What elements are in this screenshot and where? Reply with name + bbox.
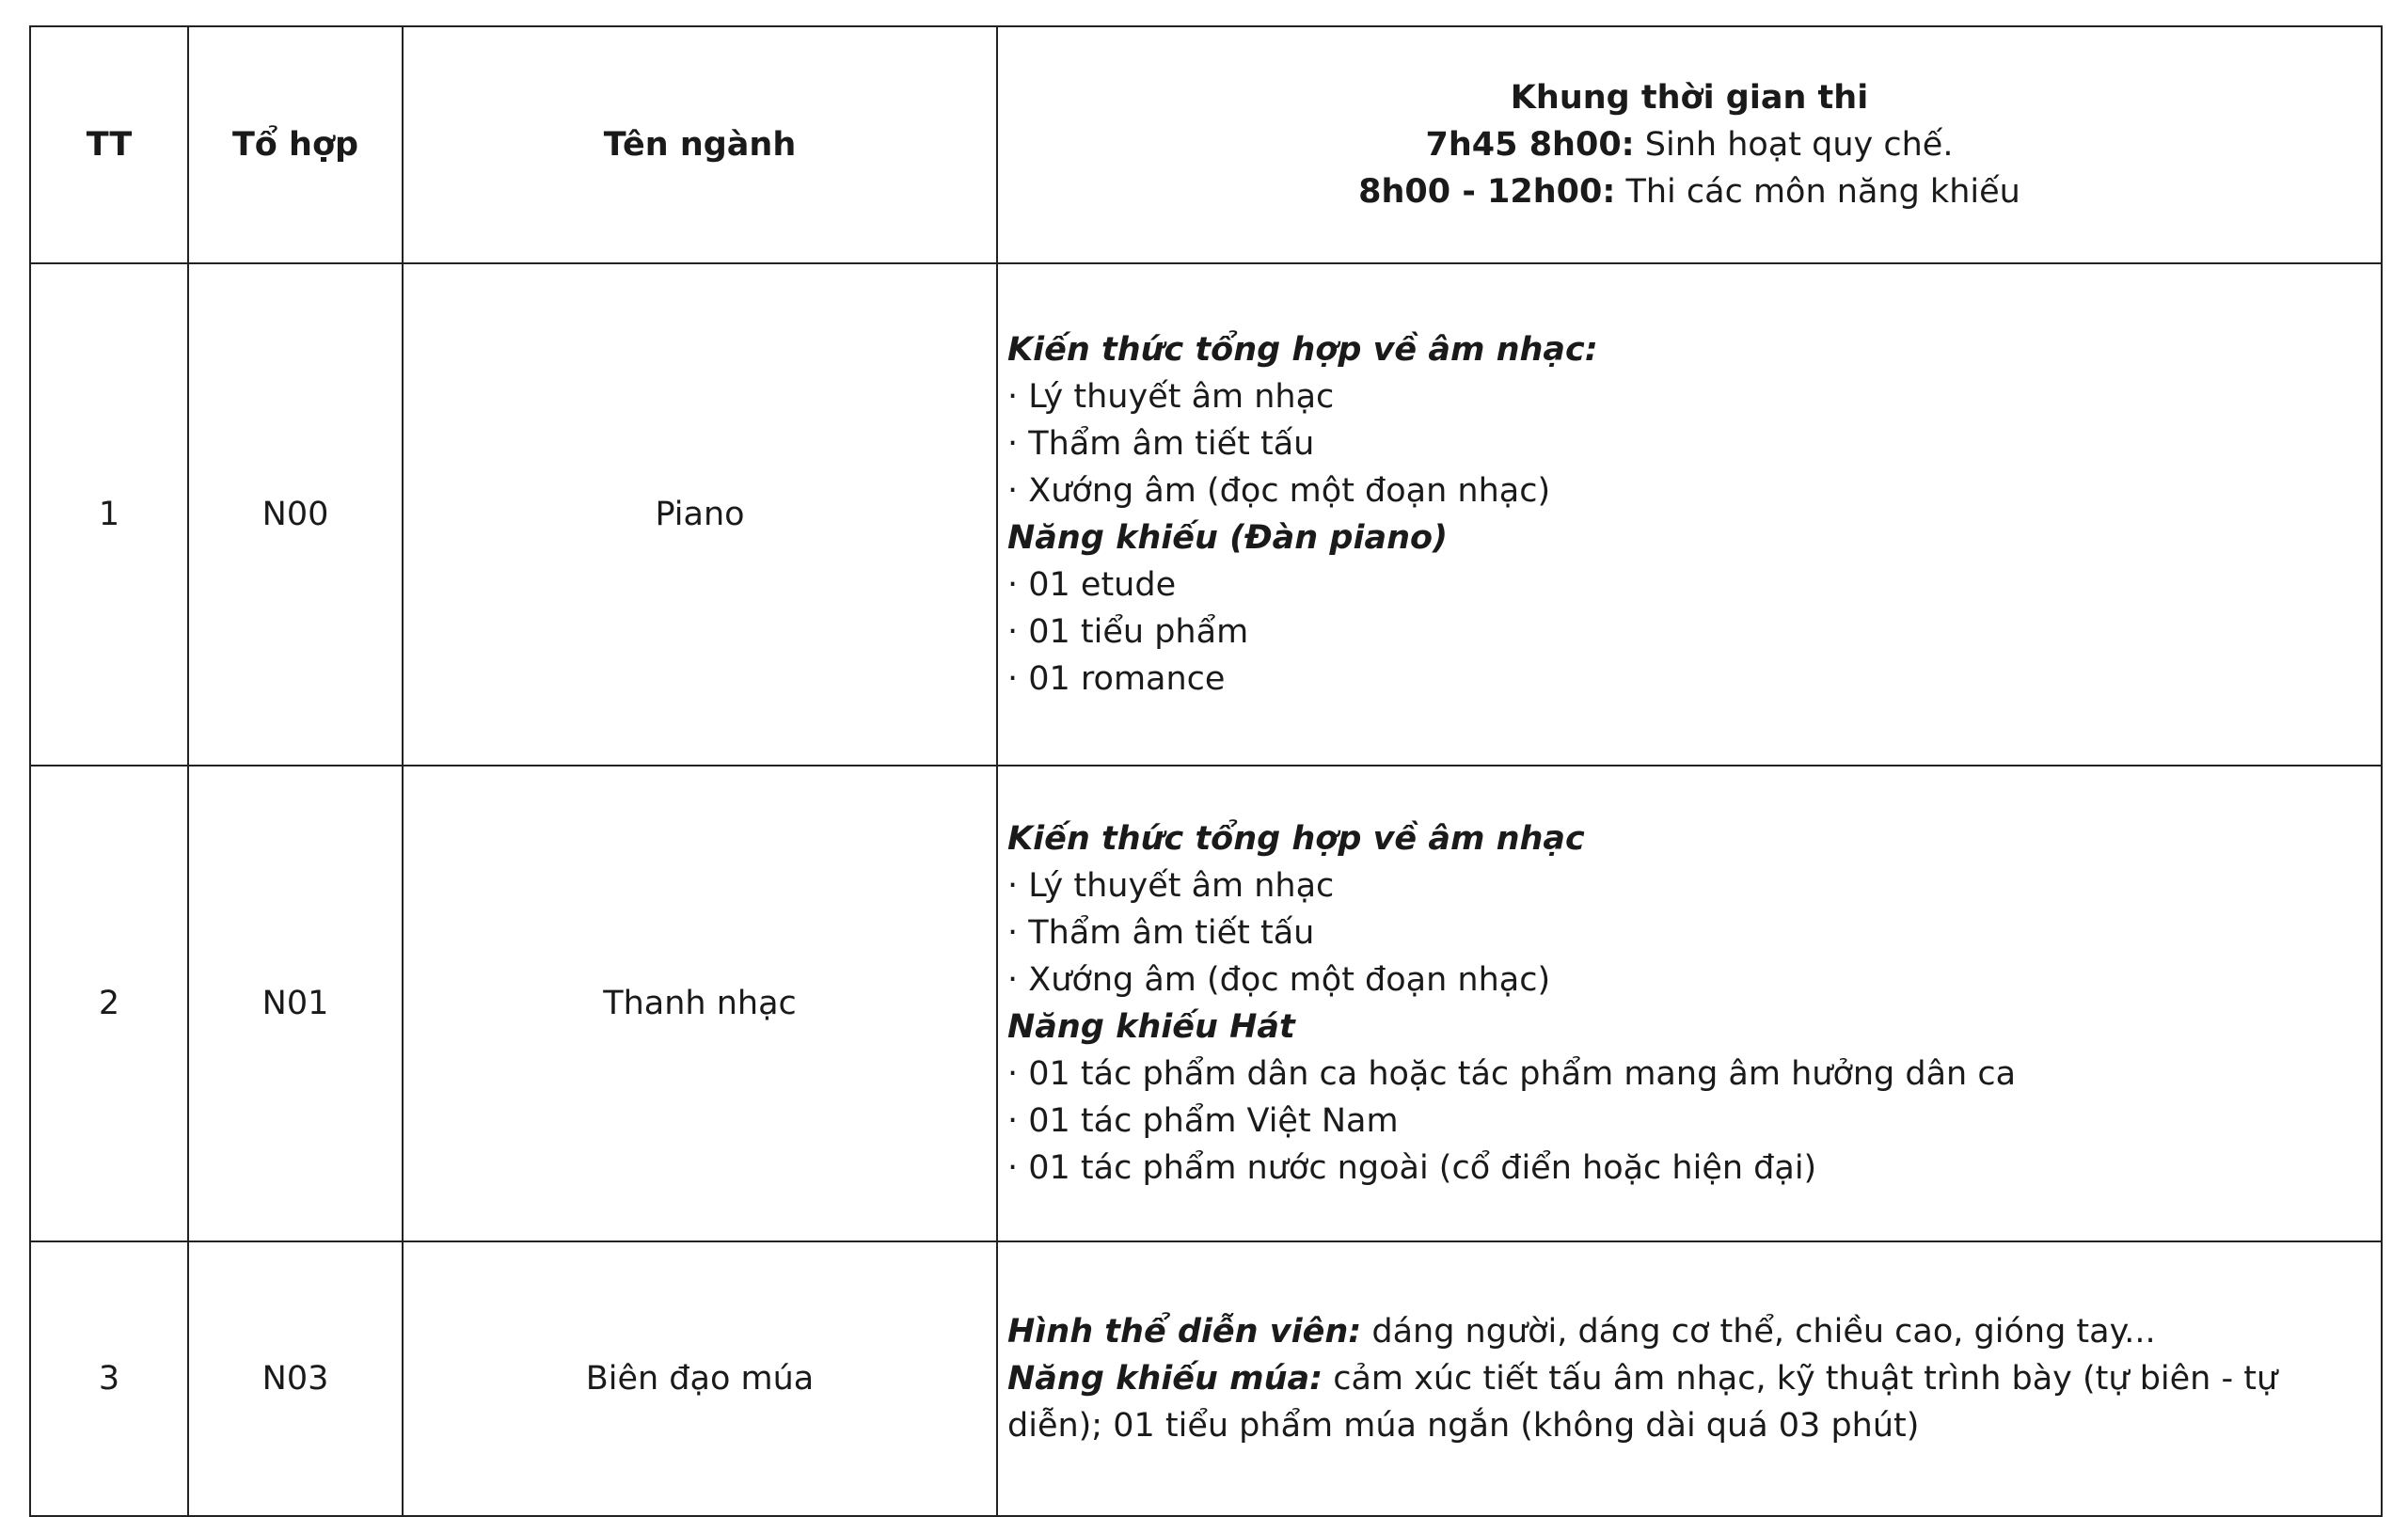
list-item: · 01 tiểu phẩm xyxy=(1007,608,2371,656)
row-tt: 1 xyxy=(30,263,188,766)
exam-schedule-sheet xyxy=(29,25,2383,1517)
row-tt: 2 xyxy=(30,766,188,1241)
list-item: · Xướng âm (đọc một đoạn nhạc) xyxy=(1007,956,2371,1003)
list-item: · Xướng âm (đọc một đoạn nhạc) xyxy=(1007,467,2371,514)
row-tt: 3 xyxy=(30,1241,188,1516)
paragraph xyxy=(1007,1308,2371,1355)
table-row xyxy=(30,766,2382,1241)
table-row xyxy=(30,263,2382,766)
slot-1-desc: Sinh hoạt quy chế. xyxy=(1634,126,1954,164)
list-item: · Lý thuyết âm nhạc xyxy=(1007,862,2371,909)
list-item: · Thẩm âm tiết tấu xyxy=(1007,420,2371,467)
slot-2-time: 8h00 - 12h00: xyxy=(1358,173,1616,211)
row-exam-detail xyxy=(997,766,2382,1241)
table-header-row xyxy=(30,26,2382,263)
header-khung-title: Khung thời gian thi xyxy=(1510,79,1869,117)
row-ten-nganh: Piano xyxy=(403,263,997,766)
header-slot-1 xyxy=(998,121,2381,168)
list-item: · 01 romance xyxy=(1007,656,2371,703)
list-item: · 01 tác phẩm dân ca hoặc tác phẩm mang âm hưởng dân ca xyxy=(1007,1051,2371,1098)
row-exam-detail xyxy=(997,263,2382,766)
row-to-hop: N00 xyxy=(188,263,403,766)
list-item: · Lý thuyết âm nhạc xyxy=(1007,373,2371,420)
slot-1-time: 7h45 8h00: xyxy=(1425,126,1635,164)
list-item: · Thẩm âm tiết tấu xyxy=(1007,909,2371,956)
row-to-hop: N03 xyxy=(188,1241,403,1516)
row-to-hop: N01 xyxy=(188,766,403,1241)
section-title: Hình thể diễn viên: xyxy=(1007,1313,1362,1351)
table-row xyxy=(30,1241,2382,1516)
paragraph xyxy=(1007,1355,2371,1449)
exam-schedule-table xyxy=(29,25,2383,1517)
row-exam-detail xyxy=(997,1241,2382,1516)
row-ten-nganh: Thanh nhạc xyxy=(403,766,997,1241)
section-title: Năng khiếu (Đàn piano) xyxy=(1007,519,1449,557)
header-tt: TT xyxy=(30,26,188,263)
slot-2-desc: Thi các môn năng khiếu xyxy=(1615,173,2020,211)
section-text: cảm xúc tiết tấu âm nhạc, kỹ thuật trình bày (tự biên - tự diễn); 01 tiểu phẩm múa ngắn (không dài quá 03 phút) xyxy=(1007,1360,2278,1445)
header-slot-2 xyxy=(998,168,2381,215)
list-item: · 01 tác phẩm Việt Nam xyxy=(1007,1098,2371,1145)
list-item: · 01 etude xyxy=(1007,561,2371,608)
row-ten-nganh: Biên đạo múa xyxy=(403,1241,997,1516)
list-item: · 01 tác phẩm nước ngoài (cổ điển hoặc hiện đại) xyxy=(1007,1145,2371,1192)
header-to-hop: Tổ hợp xyxy=(188,26,403,263)
section-title: Năng khiếu Hát xyxy=(1007,1008,1295,1046)
section-text: dáng người, dáng cơ thể, chiều cao, gióng tay... xyxy=(1361,1313,2156,1351)
section-title: Kiến thức tổng hợp về âm nhạc xyxy=(1007,820,1585,858)
header-khung-thoi-gian xyxy=(997,26,2382,263)
section-title: Kiến thức tổng hợp về âm nhạc: xyxy=(1007,331,1598,369)
section-title: Năng khiếu múa: xyxy=(1007,1360,1323,1398)
header-ten-nganh: Tên ngành xyxy=(403,26,997,263)
